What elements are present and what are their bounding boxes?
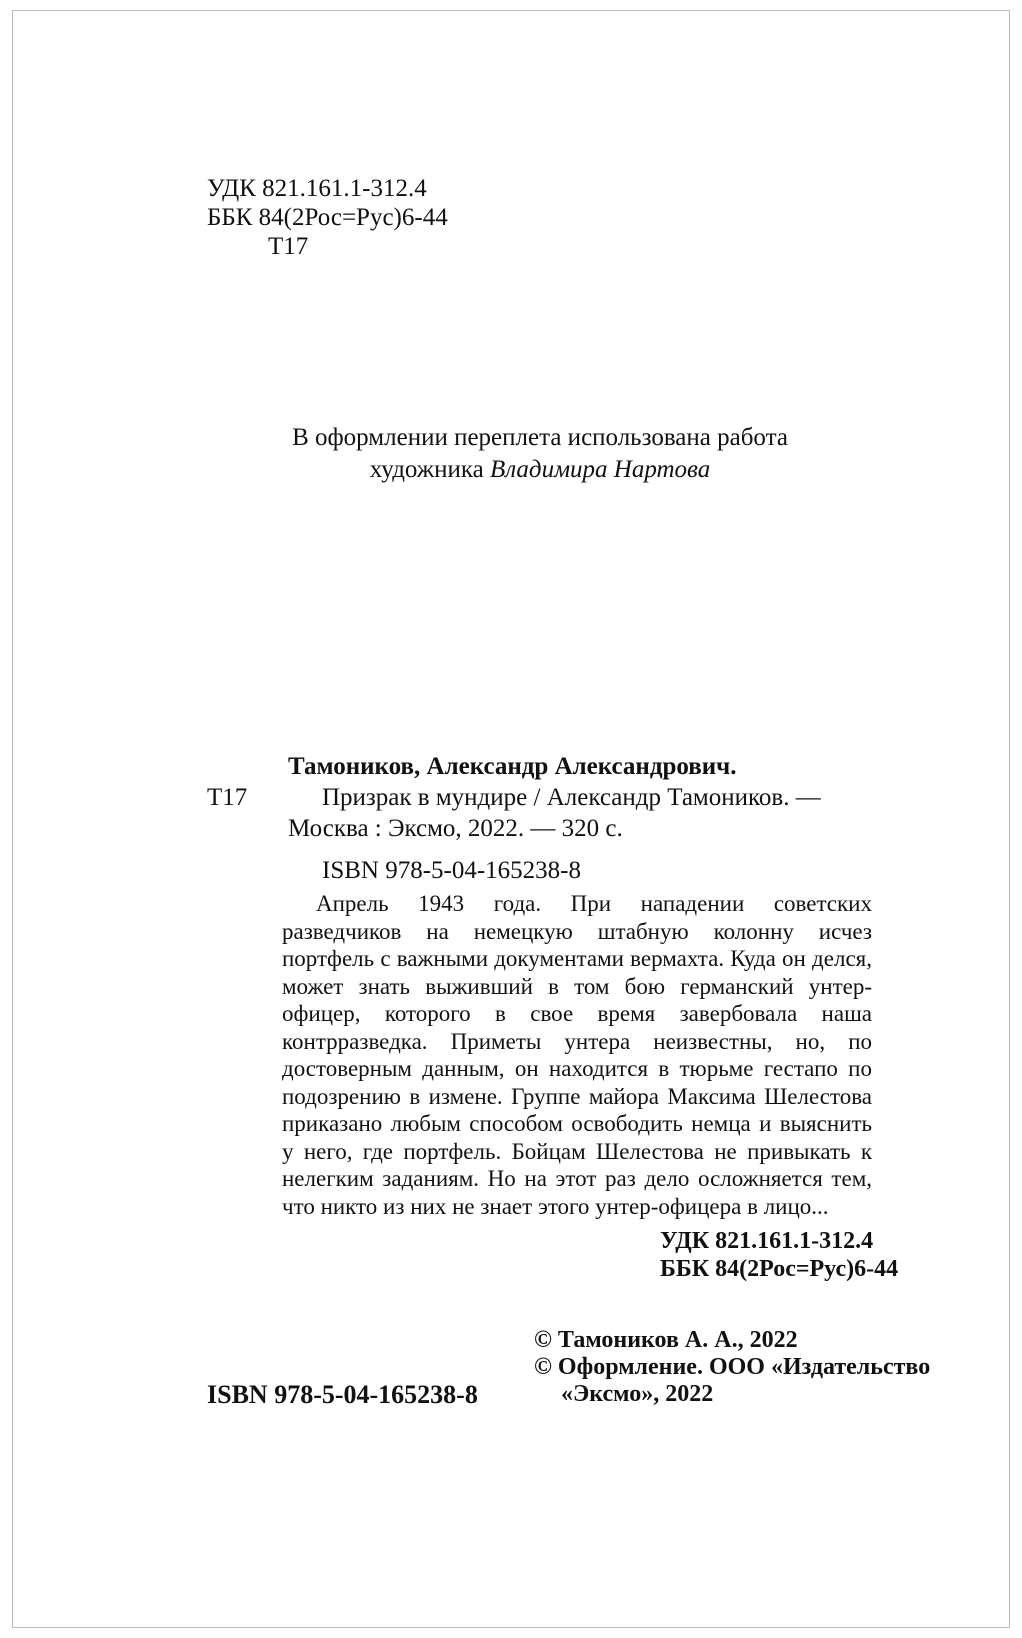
author-mark-top: Т17 [268, 233, 309, 260]
bbk-code-bottom: ББК 84(2Рос=Рус)6-44 [660, 1256, 899, 1282]
author-mark: Т17 [207, 784, 248, 811]
cover-credit-prefix: художника [369, 456, 490, 483]
isbn-footer: ISBN 978-5-04-165238-8 [207, 1380, 478, 1409]
copyright-design: © Оформление. ООО «Издательство [534, 1354, 931, 1380]
annotation-text: Апрель 1943 года. При нападении советских разведчиков на немецкую штабную колонну исчез портфель с важными документами вермахта. Куда он делся, может знать выживший в том бою германский унтер-офицер, которого в свое время завербовала наша контрразведка. Приметы унтера неизвестны, но, по достоверным данным, он находится в тюрьме гестапо по подозрению в измене. Группе майора Максима Шелестова приказано любым способом освободить немца и выяснить у него, где портфель. Бойцам Шелестова не привыкать к нелегким заданиям. Но на этот раз дело осложняется тем, что никто из них не знает этого унтер-офицера в лицо... [282, 891, 872, 1219]
cover-credit-line1: В оформлении переплета использована работа [292, 424, 788, 451]
bbk-code-top: ББК 84(2Рос=Рус)6-44 [207, 204, 448, 231]
author-heading: Тамоников, Александр Александрович. [288, 753, 737, 780]
cover-credit-line2 [180, 454, 900, 486]
udk-code-top: УДК 821.161.1-312.4 [207, 175, 427, 202]
cover-credit-artist: Владимира Нартова [489, 456, 711, 483]
copyright-publisher: «Эксмо», 2022 [561, 1381, 714, 1407]
udk-code-bottom: УДК 821.161.1-312.4 [660, 1228, 874, 1254]
isbn-record: ISBN 978-5-04-165238-8 [322, 857, 582, 884]
copyright-author: © Тамоников А. А., 2022 [534, 1327, 798, 1353]
title-line: Призрак в мундире / Александр Тамоников. — [322, 784, 821, 811]
cover-credit [180, 422, 900, 486]
imprint-line: Москва : Эксмо, 2022. — 320 с. [288, 815, 623, 842]
